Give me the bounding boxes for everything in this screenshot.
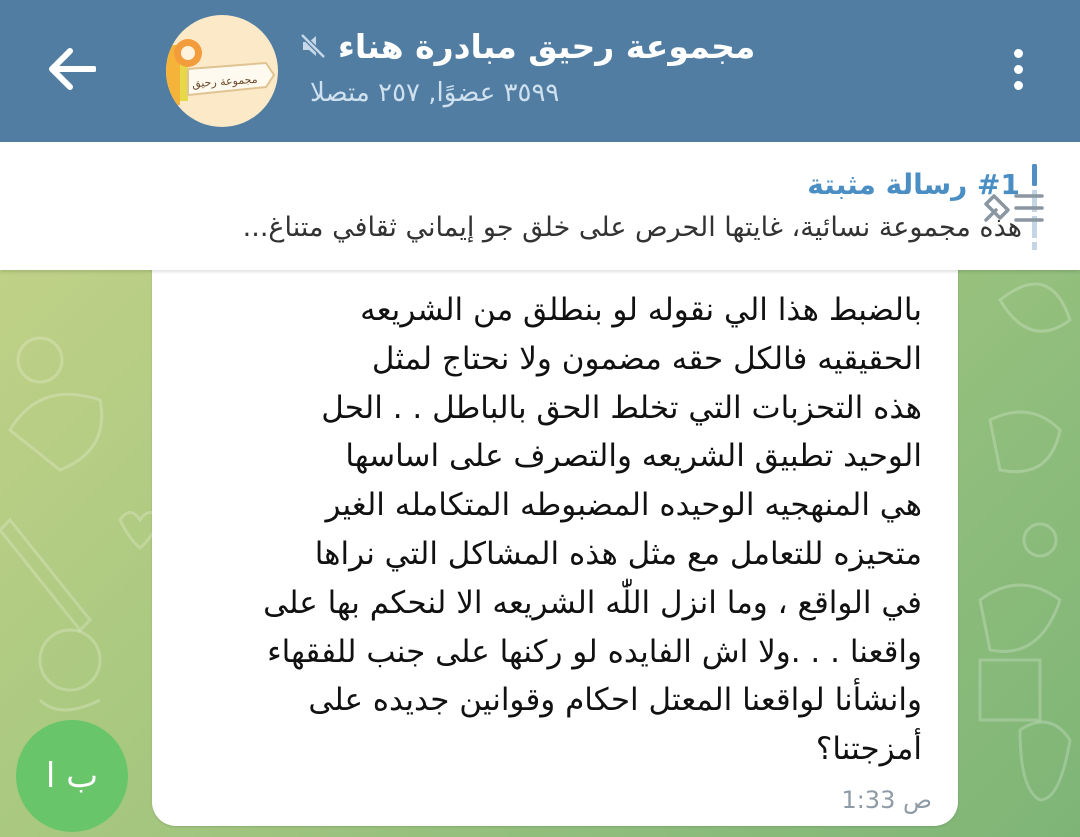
message-line: بالضبط هذا الي نقوله لو بنطلق من الشريعه: [360, 292, 922, 328]
more-vertical-icon-dot-2: [1014, 65, 1023, 74]
group-avatar-text: مجموعة رحيق: [191, 72, 258, 91]
muted-speaker-icon: [300, 33, 326, 59]
pinned-list-button[interactable]: [978, 186, 1048, 230]
pinned-list-icon: [978, 186, 1048, 230]
pinned-message-bar[interactable]: [0, 142, 1080, 270]
message-line: هي المنهجيه الوحيده المضبوطه المتكامله الغير: [325, 487, 922, 524]
message-line: واقعنا . . .ولا اش الفايده لو ركنها على جنب للفقهاء: [267, 633, 922, 670]
message-line: الوحيد تطبيق الشريعه والتصرف على اساسها: [345, 438, 922, 475]
more-vertical-icon-dot-1: [1014, 49, 1023, 58]
watermelon-doodle: [10, 394, 102, 470]
member-count: ٣٥٩٩ عضوًا, ٢٥٧ متصلا: [310, 78, 560, 108]
pinned-title: #1 رسالة مثبتة: [807, 168, 1020, 201]
group-logo-icon: [166, 15, 278, 127]
back-button[interactable]: [40, 40, 102, 98]
chat-title: مجموعة رحيق مبادرة هناء: [338, 26, 756, 66]
chat-header: [0, 0, 1080, 142]
group-avatar[interactable]: [166, 15, 278, 127]
more-vertical-icon-dot-3: [1014, 81, 1023, 90]
sender-avatar[interactable]: [16, 720, 128, 832]
back-arrow-icon: [46, 47, 96, 91]
message-line: هذه التحزبات التي تخلط الحق بالباطل . . الحل: [321, 389, 922, 426]
message-text: [202, 286, 922, 774]
message-line: متحيزه للتعامل مع مثل هذه المشاكل التي نراها: [314, 535, 922, 572]
message-line: أمزجتنا؟: [815, 731, 922, 768]
pinned-text: هذه مجموعة نسائية، غايتها الحرص على خلق جو إيماني ثقافي متناغ...: [242, 212, 1022, 243]
sender-initials: ب ا: [45, 756, 99, 796]
pencil-doodle: [0, 520, 90, 630]
chat-title-row[interactable]: [300, 24, 780, 68]
strawberry-doodle: [1020, 722, 1070, 800]
message-line: في الواقع ، وما انزل اللّٰه الشريعه الا لنحكم بها على: [263, 584, 922, 621]
message-line: وانشأنا لواقعنا المعتل احكام وقوانين جديده على: [308, 682, 922, 719]
message-timestamp: 1:33 ص: [841, 786, 932, 814]
message-line: الحقيقيه فالكل حقه مضمون ولا نحتاج لمثل: [371, 340, 922, 377]
more-menu-button[interactable]: [996, 40, 1040, 98]
leaf-doodle: [1000, 284, 1070, 331]
message-bubble[interactable]: [152, 236, 958, 826]
